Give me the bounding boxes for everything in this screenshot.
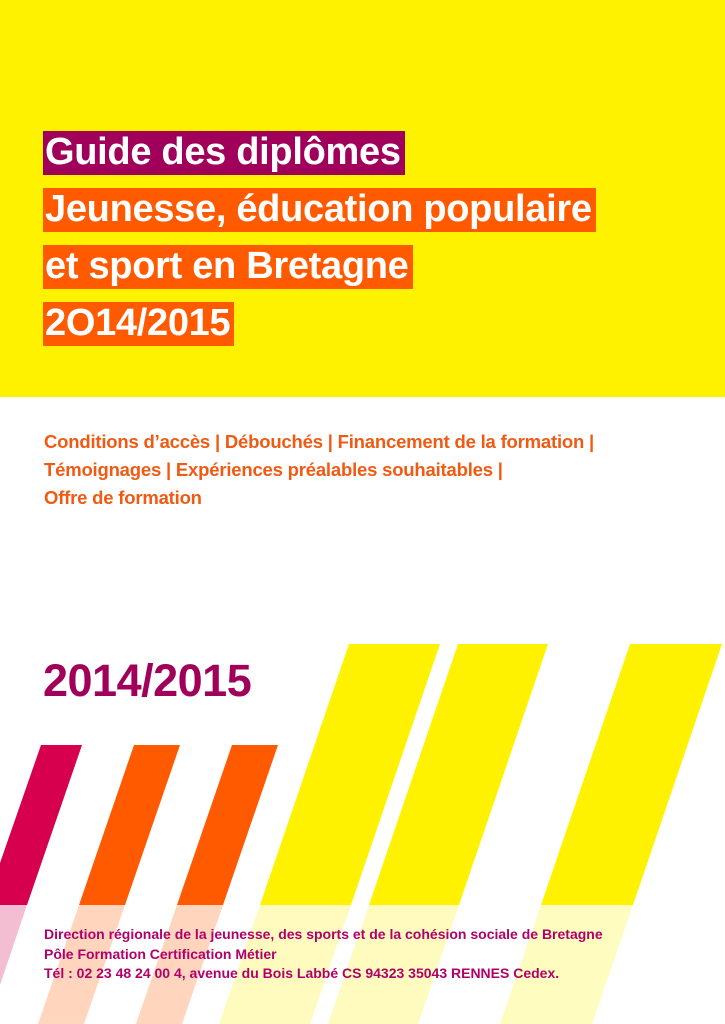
footer-organization: Direction régionale de la jeunesse, des sports et de la cohésion sociale de Bretagne: [44, 926, 603, 942]
title-line-4: 2O14/2015: [43, 302, 234, 346]
title-line-1: Guide des diplômes: [43, 131, 405, 175]
topics-list: [44, 428, 594, 512]
stripe-orange-1: [79, 745, 180, 905]
footer-contact: Tél : 02 23 48 24 00 4, avenue du Bois Labbé CS 94323 35043 RENNES Cedex.: [44, 965, 560, 981]
title-line-3: et sport en Bretagne: [43, 245, 413, 289]
title-block: [43, 131, 596, 359]
stripe-yellow-3: [541, 644, 722, 905]
year-label: 2014/2015: [43, 655, 252, 706]
topics-line-2: Témoignages | Expériences préalables souhaitables |: [44, 459, 503, 480]
stripe-orange-2: [177, 745, 278, 905]
topics-line-3: Offre de formation: [44, 487, 202, 508]
footer-department: Pôle Formation Certification Métier: [44, 945, 277, 962]
stripe-magenta: [0, 745, 82, 905]
topics-line-1: Conditions d’accès | Débouchés | Financement de la formation |: [44, 431, 595, 452]
footer-address: [44, 925, 603, 984]
title-line-2: Jeunesse, éducation populaire: [43, 188, 596, 232]
